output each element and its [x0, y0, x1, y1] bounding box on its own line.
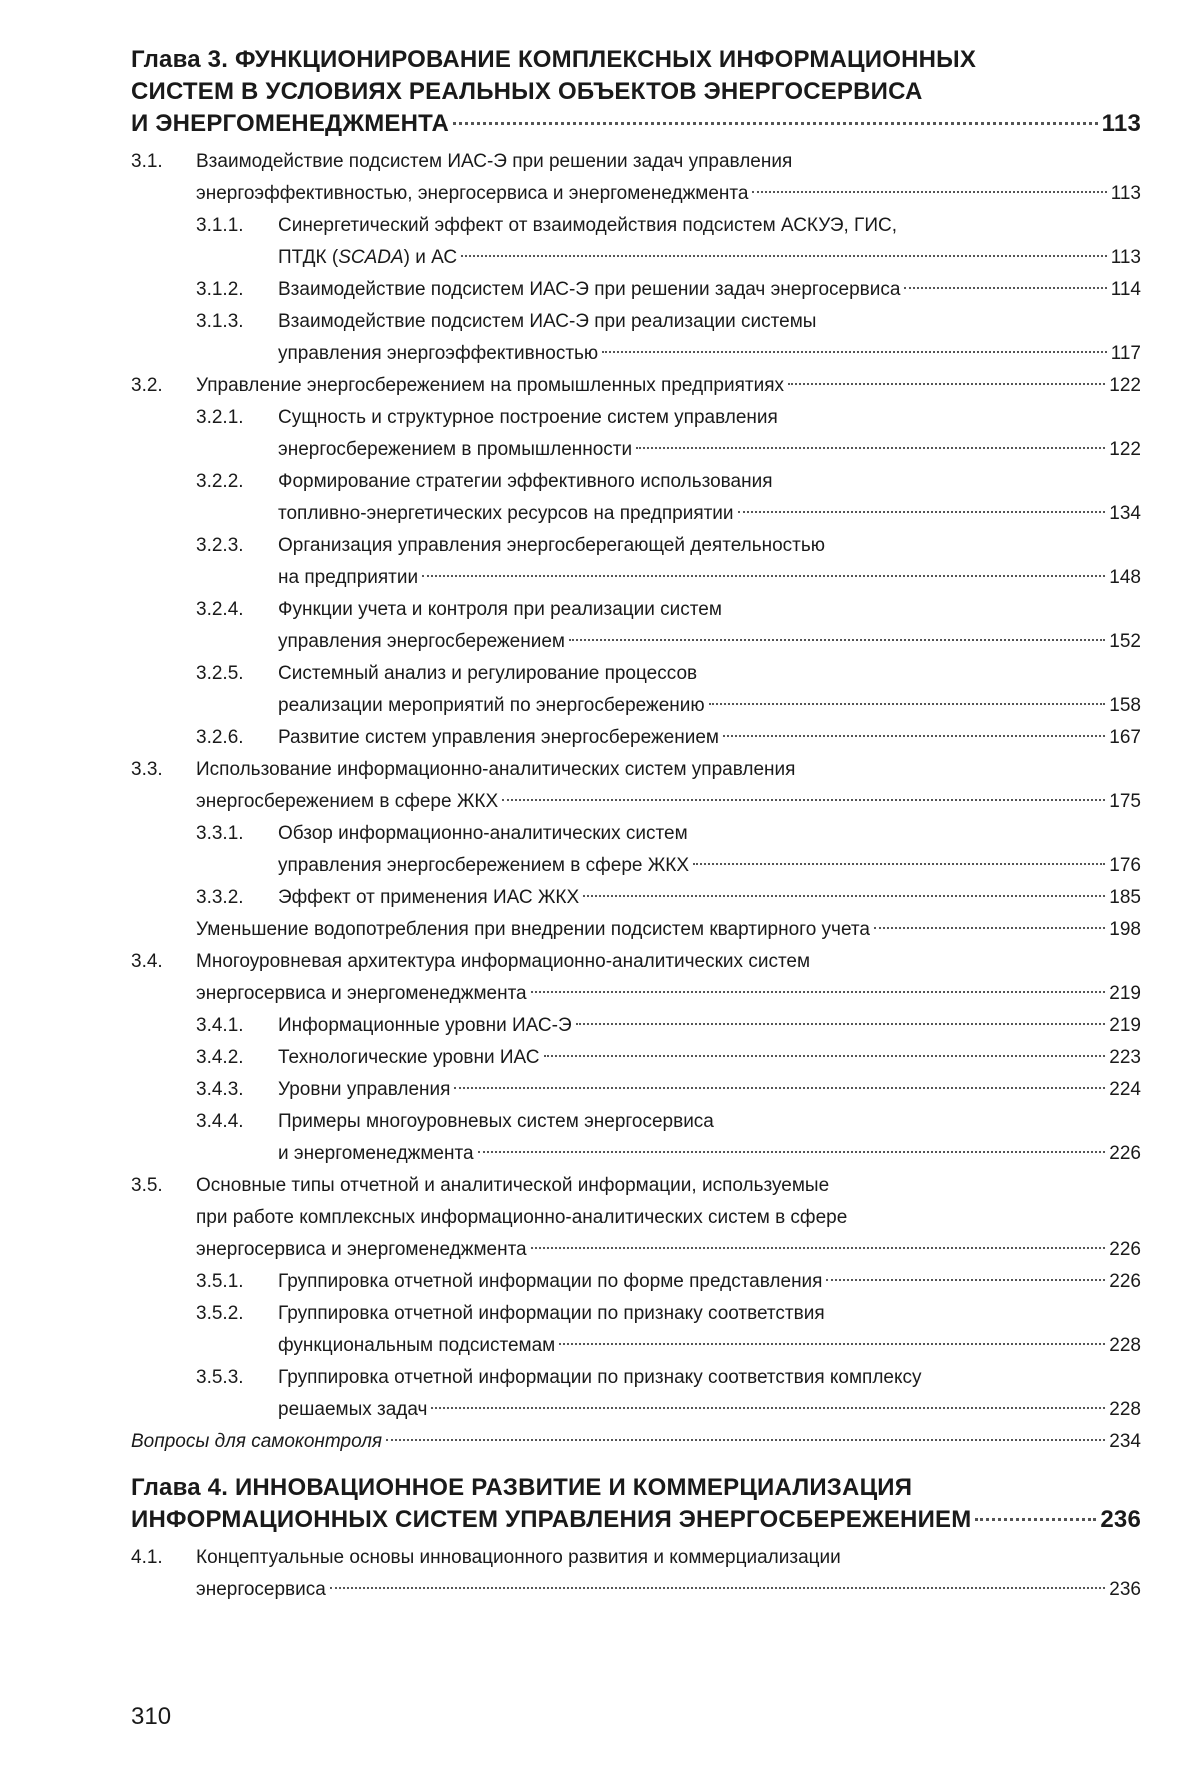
page-ref: 113 [1110, 183, 1141, 204]
page-ref: 226 [1109, 1239, 1141, 1260]
entry-text: энергосервиса [196, 1579, 326, 1600]
entry-text: Взаимодействие подсистем ИАС-Э при решении задач управления [196, 151, 793, 172]
page-ref: 148 [1109, 567, 1141, 588]
page-ref: 236 [1100, 1506, 1141, 1533]
entry-text: Уровни управления [278, 1079, 451, 1100]
page-ref: 176 [1109, 855, 1141, 876]
entry-text: Многоуровневая архитектура информационно-аналитических систем [196, 951, 811, 972]
page-ref: 228 [1109, 1399, 1141, 1420]
entry-text: Обзор информационно-аналитических систем [278, 823, 688, 844]
chapter-title-line: ИНФОРМАЦИОННЫХ СИСТЕМ УПРАВЛЕНИЯ ЭНЕРГОСБЕРЕЖЕНИЕМ [131, 1506, 972, 1533]
toc-entry[interactable] [196, 658, 1141, 722]
toc-entry[interactable] [196, 306, 1141, 370]
dot-leader [723, 735, 1105, 737]
chapter-4-heading [131, 1472, 1141, 1536]
toc-entry[interactable] [196, 1074, 1141, 1106]
page-ref: 113 [1110, 247, 1141, 268]
section-number: 3.2.5. [196, 663, 244, 684]
section-number: 3.2.2. [196, 471, 244, 492]
dot-leader [709, 703, 1106, 705]
dot-leader [330, 1587, 1105, 1589]
entry-text: Системный анализ и регулирование процессов [278, 663, 698, 684]
section-number: 3.1. [131, 151, 163, 172]
entry-text: Группировка отчетной информации по признаку соответствия [278, 1303, 825, 1324]
entry-text: энергосбережением в промышленности [278, 439, 633, 460]
section-number: 3.4. [131, 951, 163, 972]
entry-text: функциональным подсистемам [278, 1335, 556, 1356]
toc-entry[interactable] [196, 1010, 1141, 1042]
page-ref: 219 [1109, 1015, 1141, 1036]
entry-text: Управление энергосбережением на промышленных предприятиях [196, 375, 784, 396]
toc-entry[interactable] [196, 1266, 1141, 1298]
toc-entry[interactable] [131, 1170, 1141, 1266]
toc-entry[interactable] [196, 530, 1141, 594]
entry-text: Формирование стратегии эффективного использования [278, 471, 773, 492]
section-number: 3.1.1. [196, 215, 244, 236]
dot-leader [636, 447, 1105, 449]
entry-text: Взаимодействие подсистем ИАС-Э при решении задач энергосервиса [278, 279, 901, 300]
dot-leader [738, 511, 1106, 513]
toc-entry[interactable] [196, 1362, 1141, 1426]
section-number: 3.3. [131, 759, 163, 780]
entry-text: Технологические уровни ИАС [278, 1047, 540, 1068]
section-number: 3.3.1. [196, 823, 244, 844]
entry-text-part: ) и АС [403, 247, 458, 268]
entry-text: топливно-энергетических ресурсов на предприятии [278, 503, 734, 524]
dot-leader [874, 927, 1105, 929]
dot-leader [386, 1439, 1105, 1441]
page-ref: 114 [1110, 279, 1141, 300]
entry-text: Использование информационно-аналитических систем управления [196, 759, 796, 780]
chapter-title-line: Глава 3. ФУНКЦИОНИРОВАНИЕ КОМПЛЕКСНЫХ ИНФОРМАЦИОННЫХ [131, 46, 977, 73]
section-number: 3.1.2. [196, 279, 244, 300]
entry-text: управления энергосбережением в сфере ЖКХ [278, 855, 690, 876]
toc-entry[interactable] [196, 882, 1141, 914]
page-ref: 223 [1109, 1047, 1141, 1068]
section-number: 4.1. [131, 1547, 163, 1568]
entry-text: реализации мероприятий по энергосбережению [278, 695, 705, 716]
dot-leader [431, 1407, 1105, 1409]
page-ref: 122 [1109, 439, 1141, 460]
dot-leader [975, 1518, 1096, 1521]
page-ref: 167 [1109, 727, 1141, 748]
toc-entry[interactable] [196, 210, 1141, 274]
dot-leader [531, 991, 1106, 993]
section-number: 3.5. [131, 1175, 163, 1196]
spacer [131, 1458, 1141, 1472]
entry-text: Вопросы для самоконтроля [131, 1431, 383, 1452]
entry-text: решаемых задач [278, 1399, 428, 1420]
section-number: 3.2.3. [196, 535, 244, 556]
section-number: 3.5.3. [196, 1367, 244, 1388]
entry-text: на предприятии [278, 567, 419, 588]
dot-leader [453, 122, 1098, 125]
section-number: 3.1.3. [196, 311, 244, 332]
toc-entry[interactable] [196, 722, 1141, 754]
section-number: 3.3.2. [196, 887, 244, 908]
page-ref: 228 [1109, 1335, 1141, 1356]
page-ref: 185 [1109, 887, 1141, 908]
table-of-contents [131, 44, 1141, 1606]
dot-leader [904, 287, 1106, 289]
entry-text: энергосервиса и энергоменеджмента [196, 1239, 527, 1260]
entry-text: Уменьшение водопотребления при внедрении подсистем квартирного учета [196, 919, 870, 940]
entry-text: Синергетический эффект от взаимодействия подсистем АСКУЭ, ГИС, [278, 215, 898, 236]
dot-leader [752, 191, 1106, 193]
dot-leader [454, 1087, 1105, 1089]
dot-leader [461, 255, 1107, 257]
entry-text: Взаимодействие подсистем ИАС-Э при реализации системы [278, 311, 817, 332]
chapter-title-line: И ЭНЕРГОМЕНЕДЖМЕНТА [131, 110, 450, 137]
entry-text: Развитие систем управления энергосбережением [278, 727, 719, 748]
entry-text: Основные типы отчетной и аналитической информации, используемые [196, 1175, 830, 1196]
page-ref: 122 [1109, 375, 1141, 396]
section-number: 3.2. [131, 375, 163, 396]
chapter-3-heading [131, 44, 1141, 140]
dot-leader [422, 575, 1105, 577]
entry-text: Группировка отчетной информации по признаку соответствия комплексу [278, 1367, 922, 1388]
section-number: 3.2.6. [196, 727, 244, 748]
dot-leader [478, 1151, 1106, 1153]
toc-entry[interactable] [196, 594, 1141, 658]
entry-text: Сущность и структурное построение систем управления [278, 407, 778, 428]
toc-entry[interactable] [131, 1426, 1141, 1458]
dot-leader [576, 1023, 1106, 1025]
dot-leader [583, 895, 1105, 897]
entry-text: при работе комплексных информационно-аналитических систем в сфере [196, 1207, 848, 1228]
section-number: 3.5.1. [196, 1271, 244, 1292]
section-number: 3.2.1. [196, 407, 244, 428]
toc-entry[interactable] [196, 466, 1141, 530]
toc-entry[interactable] [131, 370, 1141, 402]
page-ref: 158 [1109, 695, 1141, 716]
page-ref: 117 [1110, 343, 1141, 364]
section-number: 3.2.4. [196, 599, 244, 620]
entry-text: Организация управления энергосберегающей деятельностью [278, 535, 826, 556]
toc-entry[interactable] [196, 1106, 1141, 1170]
page-ref: 236 [1109, 1579, 1141, 1600]
dot-leader [559, 1343, 1105, 1345]
toc-entry[interactable] [196, 914, 1141, 946]
entry-text: Группировка отчетной информации по форме представления [278, 1271, 823, 1292]
entry-text: и энергоменеджмента [278, 1143, 474, 1164]
entry-text: управления энергосбережением [278, 631, 565, 652]
entry-text: энергосервиса и энергоменеджмента [196, 983, 527, 1004]
entry-text: Информационные уровни ИАС-Э [278, 1015, 572, 1036]
toc-entry[interactable] [196, 1042, 1141, 1074]
entry-text [278, 242, 457, 274]
entry-text: Функции учета и контроля при реализации систем [278, 599, 722, 620]
dot-leader [826, 1279, 1105, 1281]
page-ref: 113 [1101, 110, 1141, 137]
entry-text-part: ПТДК ( [278, 247, 339, 268]
toc-entry[interactable] [196, 274, 1141, 306]
page-ref: 226 [1109, 1143, 1141, 1164]
toc-entry[interactable] [131, 754, 1141, 818]
entry-text: Эффект от применения ИАС ЖКХ [278, 887, 580, 908]
dot-leader [602, 351, 1107, 353]
dot-leader [569, 639, 1105, 641]
section-number: 3.4.1. [196, 1015, 244, 1036]
page-ref: 198 [1109, 919, 1141, 940]
entry-text: энергосбережением в сфере ЖКХ [196, 791, 499, 812]
section-number: 3.5.2. [196, 1303, 244, 1324]
chapter-title-line: СИСТЕМ В УСЛОВИЯХ РЕАЛЬНЫХ ОБЪЕКТОВ ЭНЕРГОСЕРВИСА [131, 78, 923, 105]
page-ref: 219 [1109, 983, 1141, 1004]
section-number: 3.4.4. [196, 1111, 244, 1132]
toc-entry[interactable] [131, 1542, 1141, 1606]
entry-text: энергоэффективностью, энергосервиса и энергоменеджмента [196, 183, 749, 204]
chapter-title-line: Глава 4. ИННОВАЦИОННОЕ РАЗВИТИЕ И КОММЕРЦИАЛИЗАЦИЯ [131, 1474, 913, 1501]
toc-entry[interactable] [196, 402, 1141, 466]
dot-leader [502, 799, 1105, 801]
page-ref: 226 [1109, 1271, 1141, 1292]
page-ref: 134 [1109, 503, 1141, 524]
page-ref: 234 [1109, 1431, 1141, 1452]
toc-entry[interactable] [196, 1298, 1141, 1362]
toc-entry[interactable] [131, 946, 1141, 1010]
section-number: 3.4.3. [196, 1079, 244, 1100]
dot-leader [693, 863, 1105, 865]
page-ref: 224 [1109, 1079, 1141, 1100]
dot-leader [544, 1055, 1106, 1057]
page-number: 310 [131, 1703, 172, 1730]
page-ref: 175 [1109, 791, 1141, 812]
entry-text: управления энергоэффективностью [278, 343, 599, 364]
entry-text: Концептуальные основы инновационного развития и коммерциализации [196, 1547, 841, 1568]
section-number: 3.4.2. [196, 1047, 244, 1068]
toc-entry[interactable] [131, 146, 1141, 210]
dot-leader [531, 1247, 1106, 1249]
page-ref: 152 [1109, 631, 1141, 652]
entry-text-italic: SCADA [338, 247, 404, 268]
entry-text: Примеры многоуровневых систем энергосервиса [278, 1111, 714, 1132]
toc-entry[interactable] [196, 818, 1141, 882]
dot-leader [788, 383, 1105, 385]
